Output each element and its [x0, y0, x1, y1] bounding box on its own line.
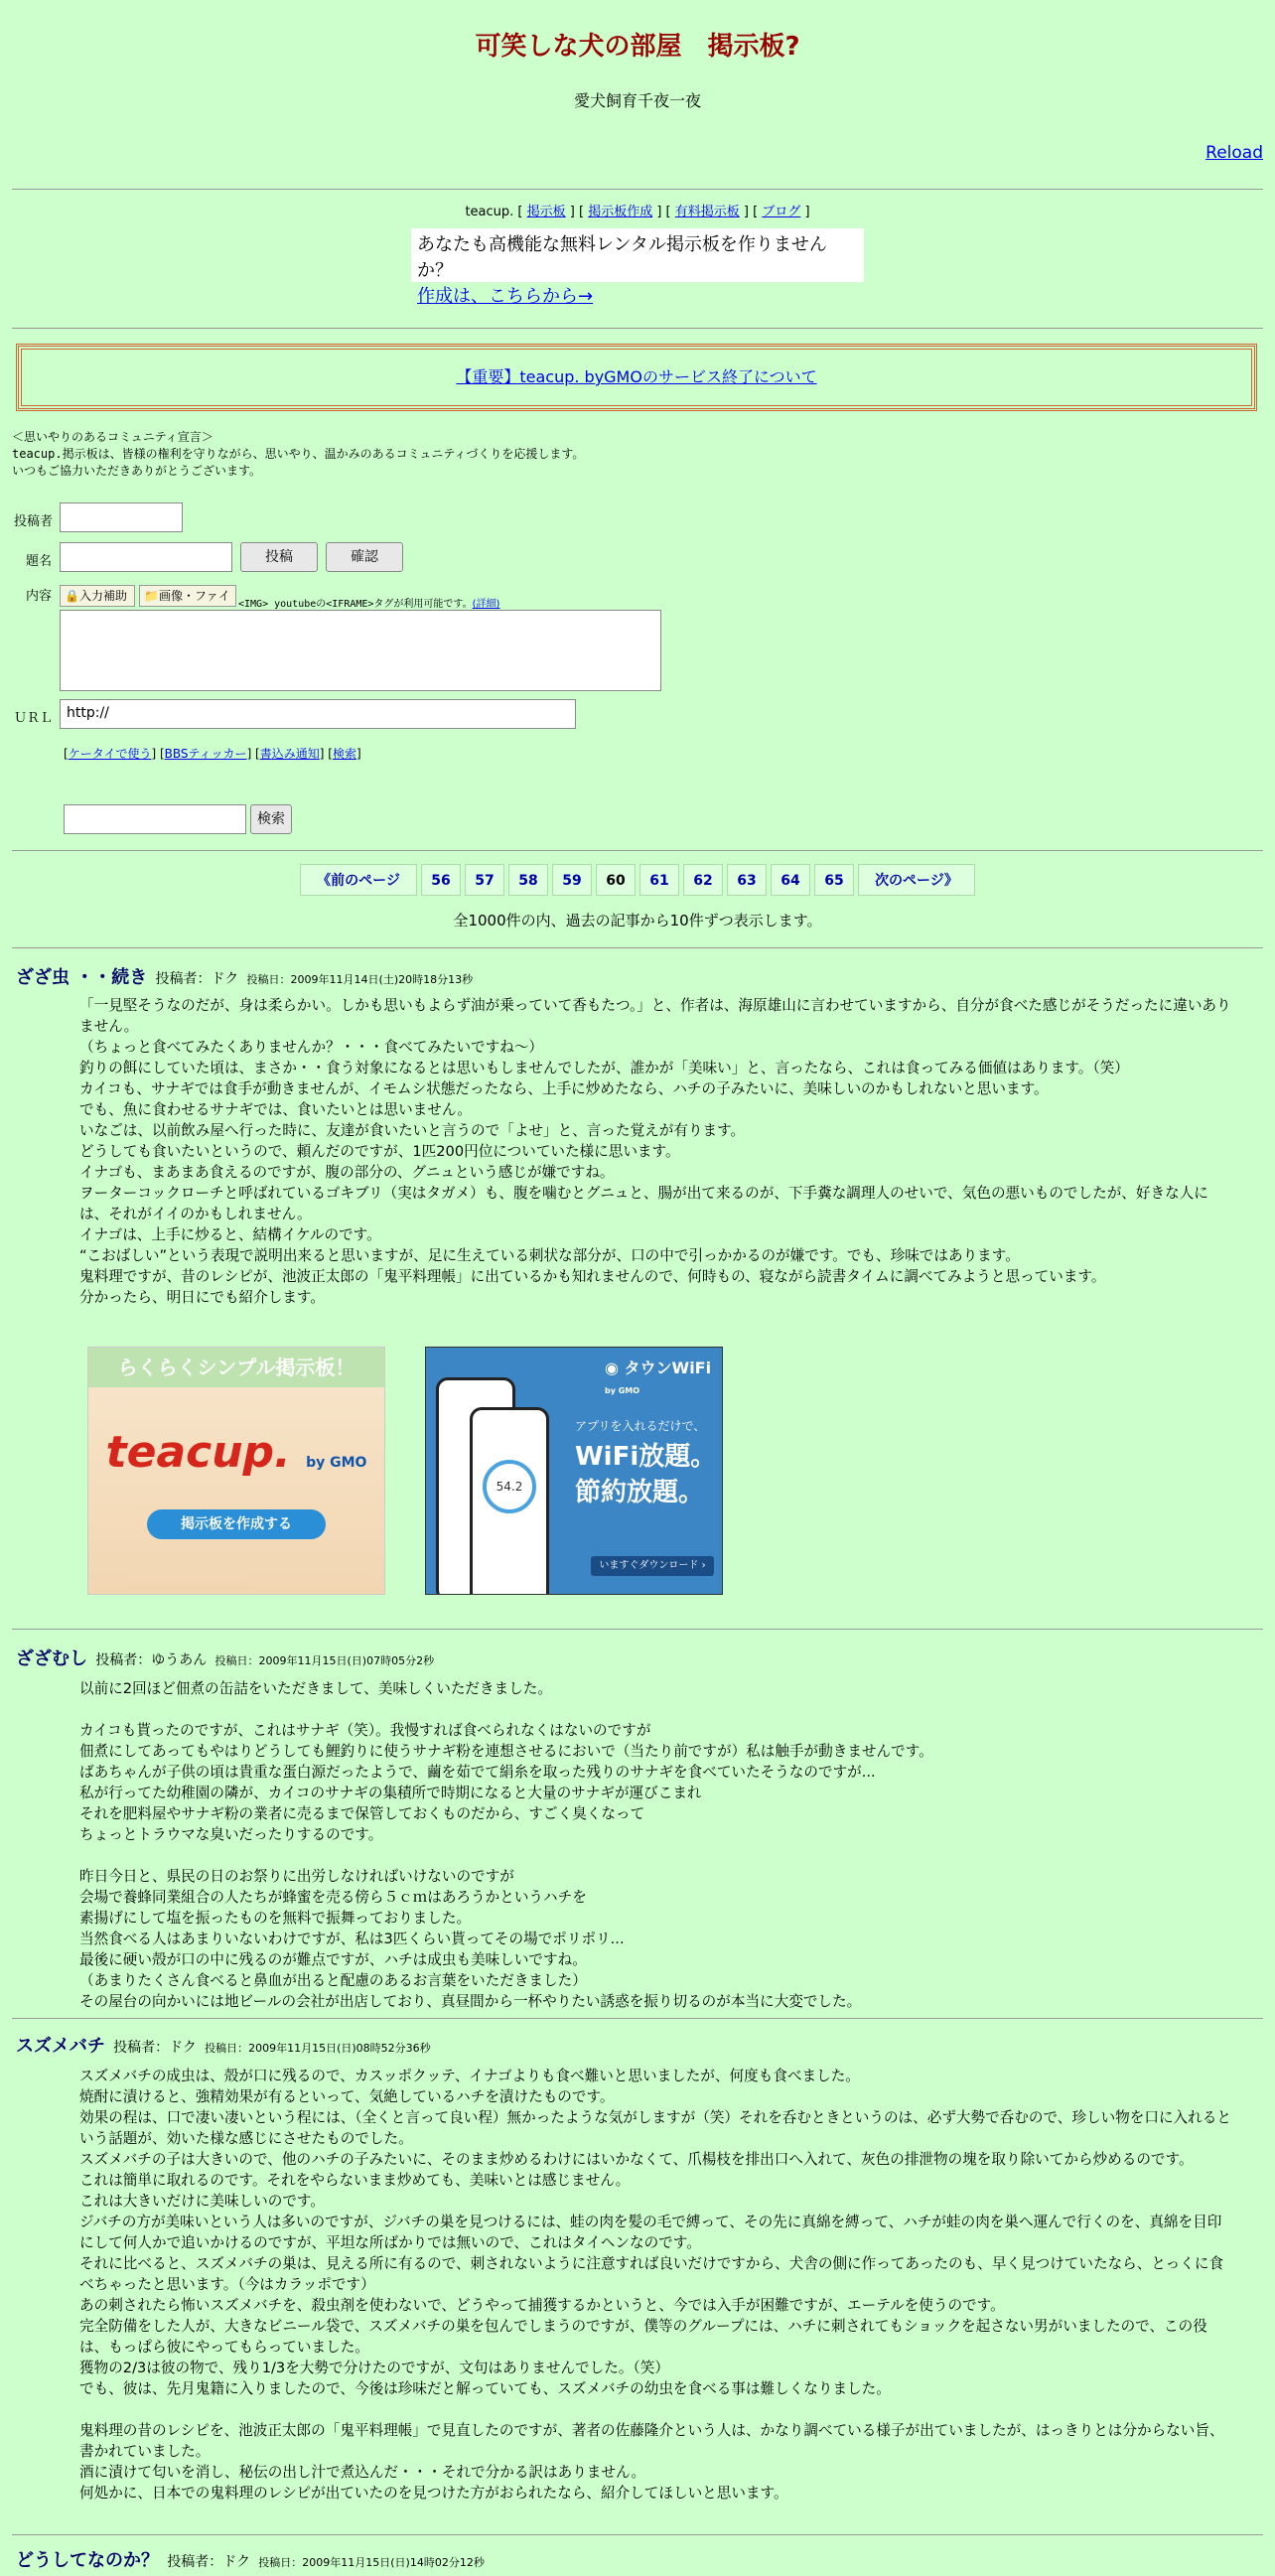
ad-text: あなたも高機能な無料レンタル掲示板を作りませんか？: [417, 234, 827, 281]
post-line: [79, 2399, 1231, 2420]
wifi-sub: アプリを入れるだけで、: [575, 1419, 706, 1433]
post-line: 鬼料理の昔のレシピを、池波正太郎の「鬼平料理帳」で見直したのですが、著者の佐藤隆介という人は、かなり調べている様子が出ていましたが、はっきりとは分からない旨、書かれていました。: [79, 2422, 1224, 2460]
post-line: これは大きいだけに美味しいのです。: [79, 2193, 325, 2210]
post-author: 投稿者：ドク: [113, 2040, 197, 2056]
mobile-link[interactable]: ケータイで使う: [68, 747, 152, 761]
divider: [12, 1629, 1263, 1630]
post-line: ちょっとトラウマな臭いだったりするのです。: [79, 1826, 383, 1843]
ad-box: [411, 228, 864, 307]
post-line: スズメバチの子は大きいので、他のハチの子みたいに、そのまま炒めるわけにはいかなくて、爪楊枝を排出口へ入れて、灰色の排泄物の塊を取り除いてから炒めるのです。: [79, 2151, 1194, 2168]
input-assist-button[interactable]: [60, 585, 135, 607]
post-author: 投稿者：ドク: [167, 2554, 250, 2570]
community-declaration: [12, 429, 584, 480]
image-file-label: 画像・ファイ: [158, 589, 230, 603]
page-58[interactable]: 58: [508, 864, 548, 896]
post-line: 素揚げにして塩を振ったものを無料で振舞っておりました。: [79, 1910, 472, 1927]
post-line: [79, 1845, 1231, 1866]
post-line: 「一見堅そうなのだが、身は柔らかい。しかも思いもよらず油が乗っていて香もたつ。」と、作者は、海原雄山に言わせていますから、自分が食べた感じがそうだったに違いありません。: [79, 997, 1231, 1035]
divider: [12, 189, 1263, 190]
post-author: 投稿者：ゆうあん: [95, 1652, 208, 1668]
post-button[interactable]: 投稿: [240, 542, 318, 572]
post-line: 焼酎に漬けると、強精効果が有るといって、気絶しているハチを漬けたものです。: [79, 2088, 615, 2105]
teacup-banner-heading: らくらくシンプル掲示板！: [88, 1348, 384, 1387]
post-line: （あまりたくさん食べると鼻血が出ると配慮のあるお言葉をいただきました）: [79, 1972, 587, 1989]
subject-label: 題名: [26, 554, 53, 569]
speed-gauge: 54.2: [483, 1460, 536, 1513]
page-65[interactable]: 65: [814, 864, 854, 896]
reload-link[interactable]: Reload: [1205, 143, 1263, 163]
notify-link[interactable]: 書込み通知: [259, 747, 320, 761]
post-body: [79, 2066, 1231, 2504]
post-line: 獲物の2/3は彼の物で、残り1/3を大勢で分けたのですが、文句はありませんでした。（笑）: [79, 2360, 669, 2376]
post-line: 酒に漬けて匂いを消し、秘伝の出し汁で煮込んだ・・・それで分かる訳はありません。: [79, 2464, 646, 2481]
post-header: [16, 963, 473, 989]
wifi-icon: ◉: [605, 1359, 619, 1377]
nav-link-paid[interactable]: 有料掲示板: [674, 205, 740, 219]
post-header: [16, 2032, 431, 2058]
post-line: （ちょっと食べてみたくありませんか？・・・食べてみたいですね～）: [79, 1039, 544, 1056]
prev-page-button[interactable]: 《前のページ: [300, 864, 417, 896]
post-line: 最後に硬い殻が口の中に残るのが難点ですが、ハチは成虫も美味しいですね。: [79, 1951, 587, 1968]
top-nav: teacup. [ 掲示板 ] [ 掲示板作成 ] [ 有料掲示板 ] [ ブログ ]: [465, 205, 810, 219]
post-line: スズメバチの成虫は、殻が口に残るので、カスッポクッテ、イナゴよりも食べ難いと思いましたが、何度も食べました。: [79, 2068, 860, 2084]
post-date: 投稿日：2009年11月15日(日)07時05分2秒: [214, 1654, 435, 1667]
teacup-logo-by: by GMO: [306, 1455, 367, 1471]
post-line: どうしても食いたいというので、頼んだのですが、1匹200円位についていた様に思います。: [79, 1143, 680, 1160]
post-date: 投稿日：2009年11月15日(日)08時52分36秒: [205, 2042, 431, 2055]
post-line: カイコも貰ったのですが、これはサナギ（笑）。我慢すれば食べられなくはないのですが: [79, 1722, 651, 1739]
post-line: その屋台の向かいには地ビールの会社が出店しており、真昼間から一杯やりたい誘惑を振り切るのが本当に大変でした。: [79, 1993, 862, 2010]
page-61[interactable]: 61: [639, 864, 679, 896]
post-line: 釣りの餌にしていた頃は、まさか・・食う対象になるとは思いもしませんでしたが、誰かが「美味い」と、言ったなら、これは食ってみる価値はあります。（笑）: [79, 1060, 1129, 1076]
wifi-headline: [575, 1439, 716, 1510]
form-links: [ケータイで使う] [BBSティッカー] [書込み通知] [検索]: [64, 747, 361, 761]
post-line: それに比べると、スズメバチの巣は、見える所に有るので、刺されないように注意すれば良いだけですから、犬舎の側に作ってあったのも、早く見つけていたなら、とっくに食べちゃったと思います。（今はカラッポです）: [79, 2255, 1224, 2293]
post-line: あの刺されたら怖いスズメバチを、殺虫剤を使わないで、どうやって捕獲するかというと、今では入手が困難ですが、エーテルを使うのです。: [79, 2297, 1005, 2314]
post-title: ざざ虫 ・・続き: [16, 967, 148, 988]
post-title: ざざむし: [16, 1648, 87, 1669]
wifi-headline-2: 節約放題。: [575, 1478, 705, 1507]
nav-link-create[interactable]: 掲示板作成: [588, 205, 653, 219]
search-input[interactable]: [64, 804, 246, 834]
teacup-banner[interactable]: [87, 1347, 385, 1595]
folder-icon: 📁: [144, 589, 159, 603]
post-date: 投稿日：2009年11月14日(土)20時18分13秒: [246, 973, 474, 986]
post-line: でも、魚に食わせるサナギでは、食いたいとは思いません。: [79, 1101, 472, 1118]
post-line: ジバチの方が美味いという人は多いのですが、ジバチの巣を見つけるには、蛙の肉を髪の毛で縛って、その先に真綿を縛って、ハチが蛙の肉を巣へ運んで行くのを、真綿を目印にして何人かで追いかけるのですが、平坦な所ばかりでは無いので、これはタイヘンなのです。: [79, 2214, 1222, 2251]
post-date: 投稿日：2009年11月15日(日)14時02分12秒: [258, 2556, 485, 2569]
board-subtitle: 愛犬飼育千夜一夜: [573, 91, 701, 110]
post-line: ヲーターコックローチと呼ばれているゴキブリ（実はタガメ）も、腹を噛むとグニュと、腸が出て来るのが、下手糞な調理人のせいで、気色の悪いものでしたが、好きな人には、それがイイのかもしれません。: [79, 1185, 1208, 1222]
subject-input[interactable]: [60, 542, 232, 572]
divider: [12, 850, 1263, 851]
divider: [12, 2534, 1263, 2535]
content-label: 内容: [26, 589, 53, 604]
post-title: どうしてなのか？: [16, 2550, 159, 2571]
divider: [12, 947, 1263, 948]
page-64[interactable]: 64: [771, 864, 810, 896]
image-file-button[interactable]: [139, 585, 236, 607]
declaration-text: teacup.掲示板は、皆様の権利を守りながら、思いやり、温かみのあるコミュニティづくりを応援します。: [12, 447, 585, 461]
post-author: 投稿者：ドク: [155, 971, 239, 987]
ticker-link[interactable]: BBSティッカー: [164, 747, 247, 761]
page-60-current: 60: [596, 864, 636, 896]
post-body: [79, 1678, 1231, 2012]
post-line: イナゴも、まあまあ食えるのですが、腹の部分の、グニュという感じが嫌ですね。: [79, 1164, 615, 1181]
top-nav-prefix: teacup. [: [465, 205, 523, 219]
post-line: イナゴは、上手に炒ると、結構イケルのです。: [79, 1226, 381, 1243]
divider: [12, 2018, 1263, 2019]
author-input[interactable]: [60, 502, 183, 532]
wifi-brand-by: by GMO: [605, 1386, 640, 1395]
post-line: 鬼料理ですが、昔のレシピが、池波正太郎の「鬼平料理帳」に出ているかも知れませんので、何時もの、寝ながら読書タイムに調べてみようと思っています。: [79, 1268, 1106, 1285]
post-title: スズメバチ: [16, 2036, 105, 2057]
wifi-brand: [605, 1356, 722, 1397]
declaration-title: ＜思いやりのあるコミュニティ宣言＞: [12, 430, 213, 444]
post-line: 昨日今日と、県民の日のお祭りに出労しなければいけないのですが: [79, 1868, 514, 1885]
url-label: ＵＲＬ: [14, 711, 54, 726]
nav-link-board[interactable]: 掲示板: [526, 205, 566, 219]
url-input[interactable]: http://: [60, 699, 576, 729]
teacup-logo: [88, 1427, 384, 1478]
post-line: 佃煮にしてあってもやはりどうしても鯉釣りに使うサナギ粉を連想させるにおいで（当たり前ですが）私は触手が動きませんです。: [79, 1743, 933, 1760]
post-header: [16, 1645, 434, 1670]
page-57[interactable]: 57: [465, 864, 504, 896]
page-56[interactable]: 56: [421, 864, 461, 896]
content-textarea[interactable]: [60, 610, 661, 691]
post-line: カイコも、サナギでは食手が動きませんが、イモムシ状態だったなら、上手に炒めたなら、ハチの子みたいに、美味しいのかもしれないと思います。: [79, 1080, 1049, 1097]
search-link[interactable]: 検索: [332, 747, 356, 761]
author-label: 投稿者: [14, 514, 54, 529]
post-line: 私が行ってた幼稚園の隣が、カイコのサナギの集積所で時期になると大量のサナギが運びこまれ: [79, 1785, 702, 1801]
pager: [300, 864, 975, 896]
input-assist-label: 入力補助: [78, 589, 127, 603]
ad-link[interactable]: 作成は、こちらから→: [417, 286, 594, 307]
page-62[interactable]: 62: [683, 864, 723, 896]
post-line: 以前に2回ほど佃煮の缶詰をいただきまして、美味しくいただきました。: [79, 1680, 552, 1697]
tag-detail-link[interactable]: (詳細): [472, 599, 500, 610]
confirm-button[interactable]: 確認: [326, 542, 403, 572]
nav-link-blog[interactable]: ブログ: [762, 205, 801, 219]
post-line: 分かったら、明日にでも紹介します。: [79, 1289, 325, 1306]
post-line: いなごは、以前飲み屋へ行った時に、友達が食いたいと言うので「よせ」と、言った覚えが有ります。: [79, 1122, 746, 1139]
page-63[interactable]: 63: [727, 864, 767, 896]
notice-box: [16, 344, 1257, 411]
post-line: 効果の程は、口で凄い凄いという程には、（全くと言って良い程）無かったような気がしますが（笑）それを呑むときというのは、必ず大勢で呑むので、珍しい物を口に入れるという話題が、効いた様な感じにさせたものでした。: [79, 2109, 1231, 2147]
post-body: [79, 995, 1231, 1308]
post-line: ばあちゃんが子供の頃は貴重な蛋白源だったようで、繭を茹でて絹糸を取った残りのサナギを食べていたそうなのですが...: [79, 1764, 876, 1781]
post-line: 会場で養蜂同業組合の人たちが蜂蜜を売る傍ら５ｃｍはあろうかというハチを: [79, 1889, 587, 1906]
wifi-download-button[interactable]: いますぐダウンロード ›: [591, 1556, 714, 1576]
notice-link[interactable]: 【重要】teacup. byGMOのサービス終了について: [456, 367, 817, 386]
wifi-headline-1: WiFi放題。: [575, 1442, 717, 1472]
search-button[interactable]: 検索: [250, 804, 292, 834]
divider: [12, 328, 1263, 329]
page-59[interactable]: 59: [552, 864, 592, 896]
post-line: それを肥料屋やサナギ粉の業者に売るまで保管しておくものだから、すごく臭くなって: [79, 1805, 645, 1822]
post-line: “こおばしい”という表現で説明出来ると思いますが、足に生えている刺状な部分が、口の中で引っかかるのが嫌です。でも、珍味ではあります。: [79, 1247, 1020, 1264]
tag-note: [238, 595, 499, 610]
teacup-logo-text: teacup.: [105, 1427, 291, 1478]
post-line: でも、彼は、先月鬼籍に入りましたので、今後は珍味だと解っていても、スズメバチの幼虫を食べる事は難しくなりました。: [79, 2380, 891, 2397]
post-line: 完全防備をした人が、大きなビニール袋で、スズメバチの巣を包んでしまうのですが、僕等のグループには、ハチに刺されてもショックを起さない男がいましたので、この役は、もっぱら彼にやってもらっていました。: [79, 2318, 1207, 2356]
declaration-thanks: いつもご協力いただきありがとうございます。: [12, 464, 262, 478]
next-page-button[interactable]: 次のページ》: [858, 864, 975, 896]
phone-image: [470, 1407, 549, 1595]
townwifi-banner[interactable]: [425, 1347, 723, 1595]
board-title: 可笑しな犬の部屋 掲示板?: [475, 32, 800, 62]
post-line: これは簡単に取れるのです。それをやらないまま炒めても、美味いとは感じません。: [79, 2172, 631, 2189]
wifi-brand-name: タウンWiFi: [624, 1359, 712, 1377]
teacup-create-button[interactable]: 掲示板を作成する: [147, 1509, 326, 1539]
lock-icon: 🔒: [65, 589, 79, 603]
post-line: 当然食べる人はあまりいないわけですが、私は3匹くらい貰ってその場でポリポリ...: [79, 1931, 625, 1947]
tag-note-text: <IMG> youtubeの<IFRAME>タグが利用可能です。: [238, 599, 473, 610]
post-line: 何処かに、日本での鬼料理のレシピが出ていたのを見つけた方がおられたなら、紹介してほしいと思います。: [79, 2485, 788, 2502]
post-line: [79, 1699, 1231, 1720]
post-count-summary: 全1000件の内、過去の記事から10件ずつ表示します。: [453, 912, 822, 930]
